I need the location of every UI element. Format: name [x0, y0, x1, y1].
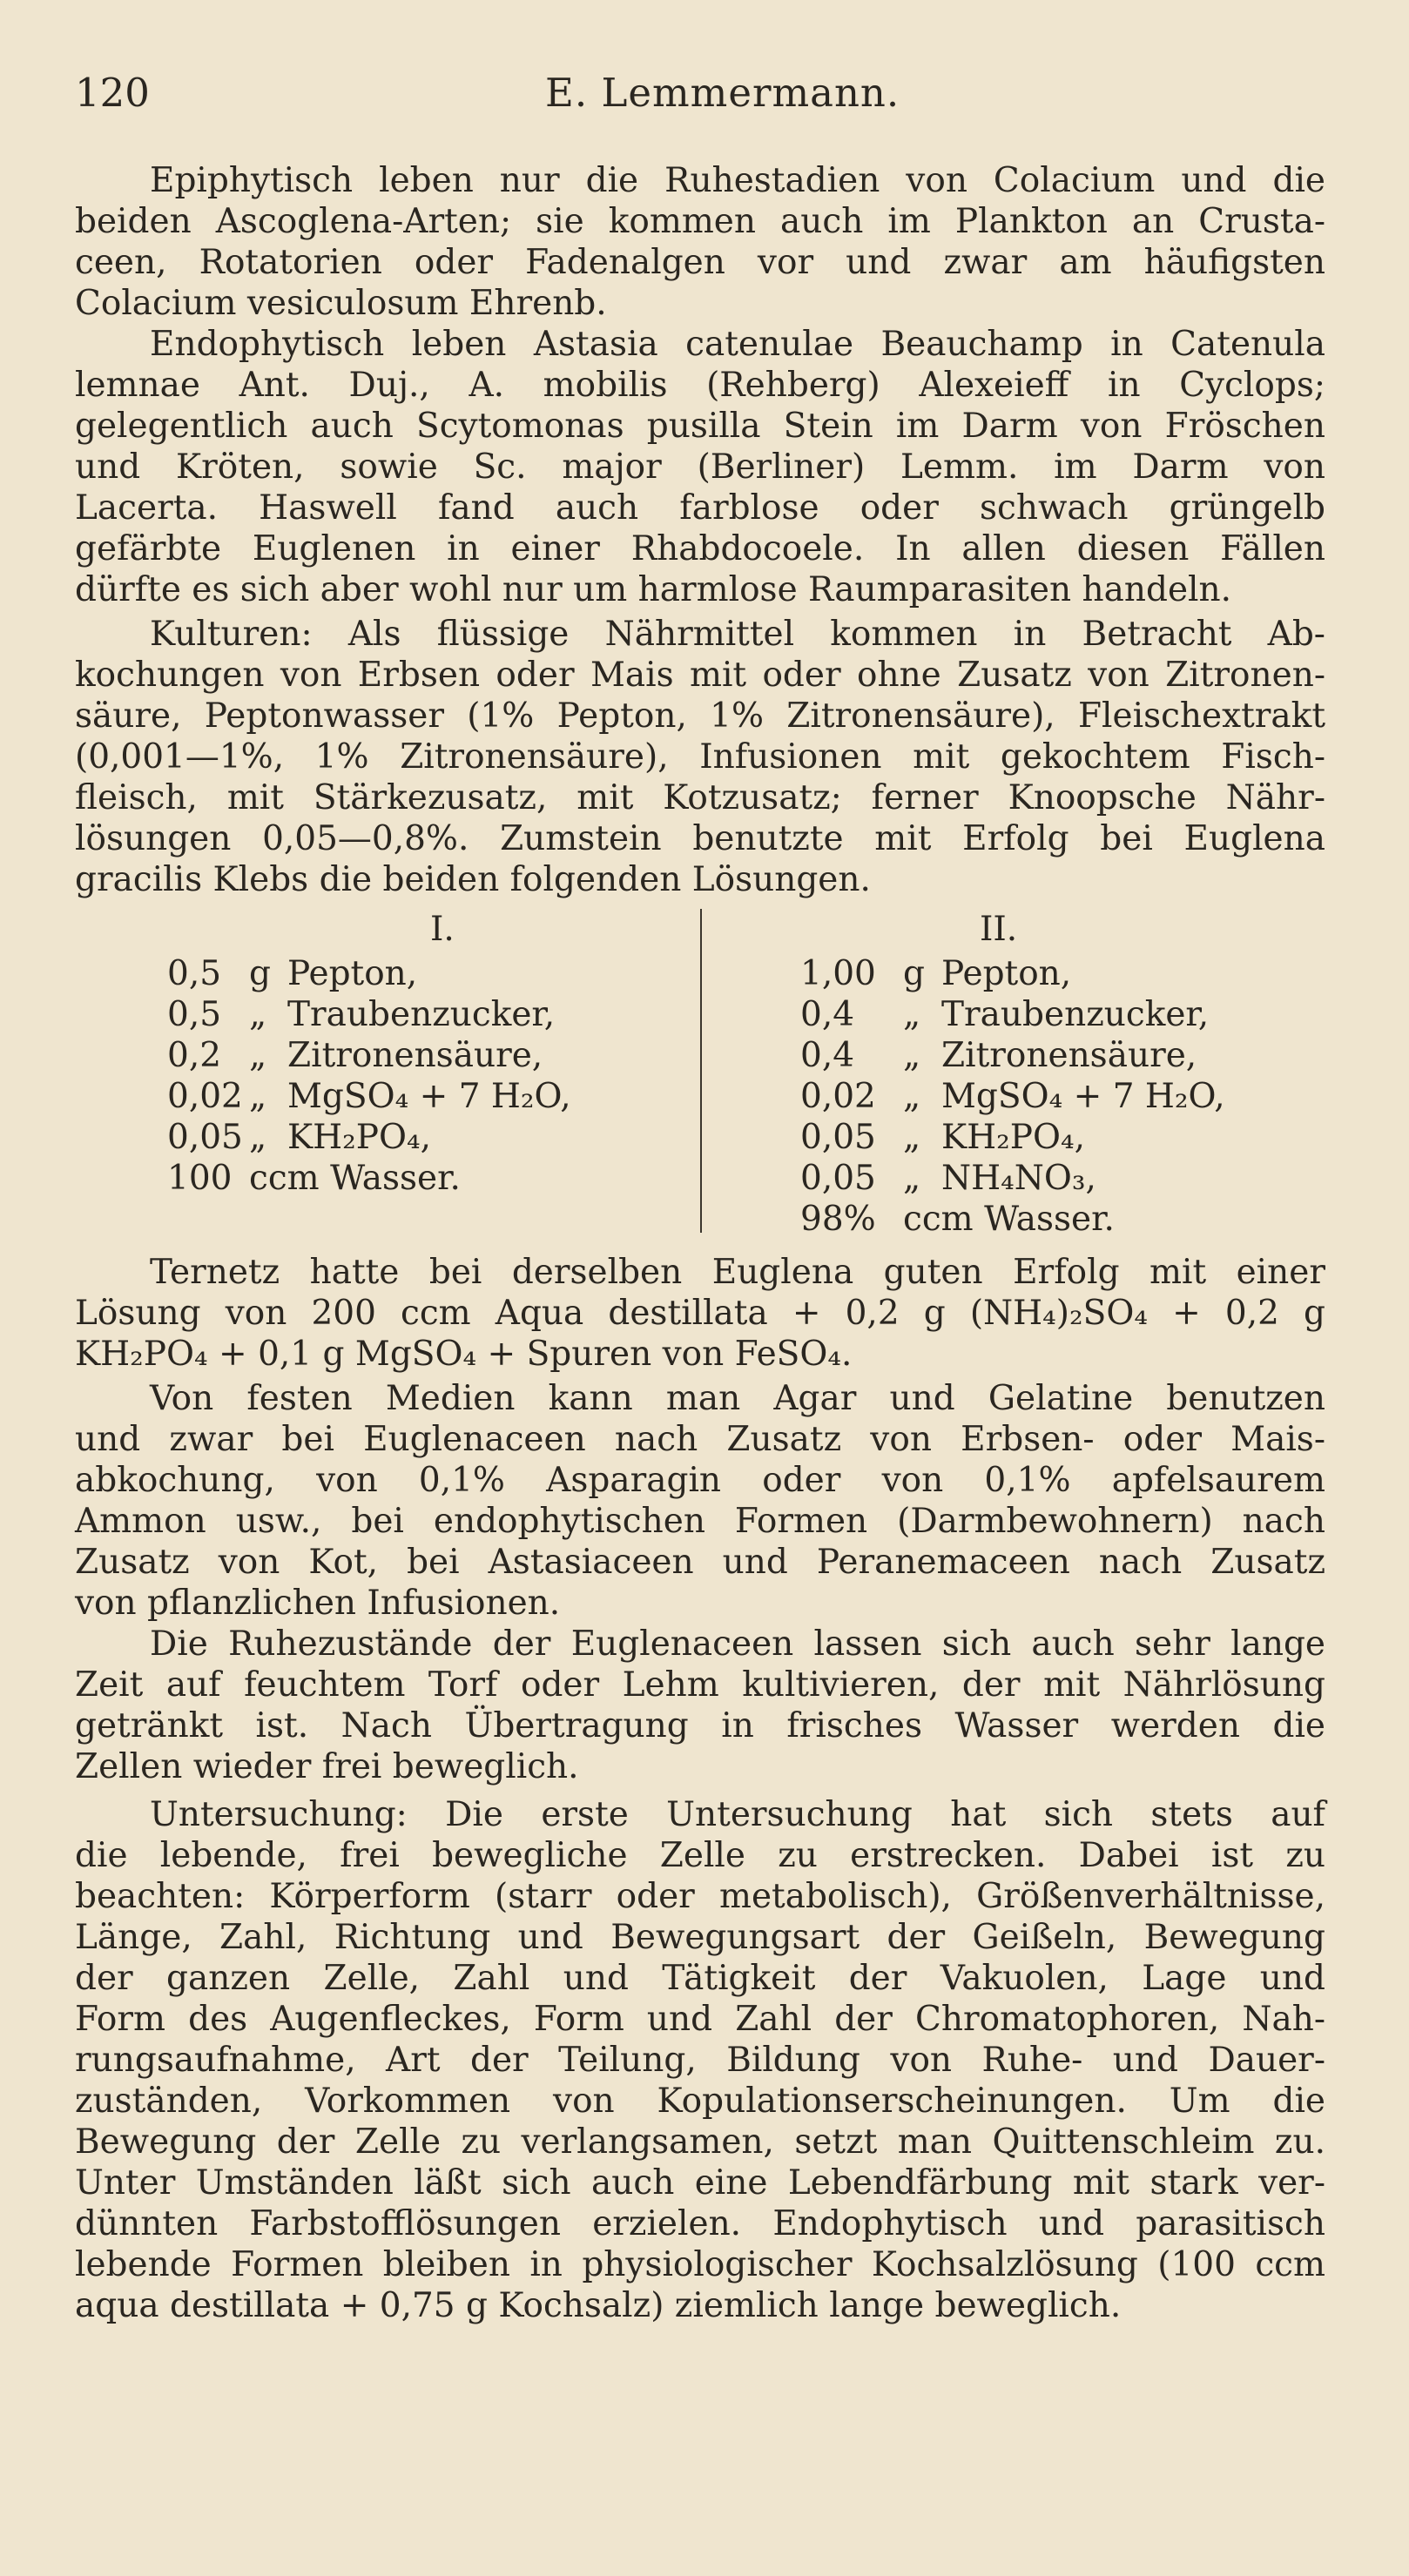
text-line: beachten: Körperform (starr oder metabolisch), Größenverhältnisse,: [75, 1877, 1325, 1916]
table-row: [167, 1076, 688, 1117]
text-line: säure, Peptonwasser (1% Pepton, 1% Zitronensäure), Fleischextrakt: [75, 696, 1325, 736]
ingredient: KH₂PO₄,: [287, 1118, 432, 1157]
ingredient: Pepton,: [941, 954, 1072, 993]
ingredient: ccm Wasser.: [249, 1159, 461, 1198]
unit: „: [903, 1159, 921, 1198]
text-line: lösungen 0,05—0,8%. Zumstein benutzte mit Erfolg bei Euglena: [75, 819, 1325, 858]
unit: „: [249, 995, 267, 1034]
text-line: Lacerta. Haswell fand auch farblose oder schwach grüngelb: [75, 488, 1325, 528]
table-row: [800, 1076, 1225, 1117]
text-line: Lösung von 200 ccm Aqua destillata + 0,2 g (NH₄)₂SO₄ + 0,2 g: [75, 1294, 1325, 1333]
text-line: gracilis Klebs die beiden folgenden Lösungen.: [75, 860, 871, 899]
unit: „: [249, 1118, 267, 1157]
quantity: 0,02: [167, 1077, 243, 1116]
text-line: zuständen, Vorkommen von Kopulationserscheinungen. Um die: [75, 2082, 1325, 2121]
text-line: dürfte es sich aber wohl nur um harmlose Raumparasiten handeln.: [75, 570, 1232, 609]
text-line: und zwar bei Euglenaceen nach Zusatz von Erbsen- oder Mais-: [75, 1420, 1325, 1459]
text-line: lemnae Ant. Duj., A. mobilis (Rehberg) Alexeieff in Cyclops;: [75, 366, 1325, 405]
text-line: abkochung, von 0,1% Asparagin oder von 0,1% apfelsaurem: [75, 1461, 1325, 1500]
quantity: 0,4: [800, 995, 855, 1034]
quantity: 0,02: [800, 1077, 876, 1116]
text-line: aqua destillata + 0,75 g Kochsalz) ziemlich lange beweglich.: [75, 2286, 1122, 2325]
quantity: 98%: [800, 1200, 876, 1239]
paragraph-epiphytisch: [75, 160, 1325, 324]
paragraph-untersuchung: [75, 1794, 1325, 2326]
text-line: Unter Umständen läßt sich auch eine Lebendfärbung mit stark ver-: [75, 2163, 1325, 2203]
text-line: und Kröten, sowie Sc. major (Berliner) Lemm. im Darm von: [75, 447, 1325, 487]
text-line: Untersuchung: Die erste Untersuchung hat sich stets auf: [150, 1795, 1325, 1834]
quantity: 1,00: [800, 954, 876, 993]
paragraph-ruhezustaende: [75, 1624, 1325, 1787]
page-number: 120: [75, 70, 150, 116]
ingredient: NH₄NO₃,: [941, 1159, 1096, 1198]
text-line: gelegentlich auch Scytomonas pusilla Stein im Darm von Fröschen: [75, 407, 1325, 446]
ingredient: Pepton,: [287, 954, 418, 993]
body-text: [75, 160, 1325, 2326]
table-row: [167, 994, 688, 1035]
quantity: 0,05: [167, 1118, 243, 1157]
text-line: lebende Formen bleiben in physiologischer Kochsalzlösung (100 ccm: [75, 2245, 1325, 2284]
column-divider: [700, 909, 702, 1233]
unit: „: [903, 1118, 921, 1157]
text-line: Länge, Zahl, Richtung und Bewegungsart der Geißeln, Bewegung: [75, 1918, 1325, 1957]
table-row: [167, 1158, 688, 1199]
text-line: der ganzen Zelle, Zahl und Tätigkeit der Vakuolen, Lage und: [75, 1959, 1325, 1998]
running-head: E. Lemmermann.: [545, 70, 900, 116]
unit: „: [249, 1036, 267, 1075]
unit: „: [903, 1077, 921, 1116]
quantity: 0,4: [800, 1036, 855, 1075]
solution-table: [75, 909, 1325, 1240]
ingredient: Zitronensäure,: [287, 1036, 543, 1075]
paragraph-ternetz: [75, 1252, 1325, 1375]
quantity: 0,5: [167, 995, 222, 1034]
ingredient: MgSO₄ + 7 H₂O,: [287, 1077, 571, 1116]
text-line: Epiphytisch leben nur die Ruhestadien von Colacium und die: [150, 161, 1325, 200]
table-row: [800, 1199, 1225, 1240]
table-row: [800, 1035, 1225, 1076]
unit: „: [903, 995, 921, 1034]
text-line: kochungen von Erbsen oder Mais mit oder ohne Zusatz von Zitronen-: [75, 656, 1325, 695]
ingredient: KH₂PO₄,: [941, 1118, 1086, 1157]
paragraph-kulturen: [75, 614, 1325, 900]
ingredient: Traubenzucker,: [287, 995, 556, 1034]
table-row: [800, 1158, 1225, 1199]
unit: „: [903, 1036, 921, 1075]
paragraph-endophytisch: [75, 324, 1325, 610]
text-line: fleisch, mit Stärkezusatz, mit Kotzusatz; ferner Knoopsche Nähr-: [75, 778, 1325, 817]
text-line: rungsaufnahme, Art der Teilung, Bildung von Ruhe- und Dauer-: [75, 2041, 1325, 2080]
text-line: die lebende, frei bewegliche Zelle zu erstrecken. Dabei ist zu: [75, 1836, 1325, 1875]
ingredient: Zitronensäure,: [941, 1036, 1197, 1075]
text-line: Endophytisch leben Astasia catenulae Beauchamp in Catenula: [150, 325, 1325, 364]
text-line: Form des Augenfleckes, Form und Zahl der Chromatophoren, Nah-: [75, 2000, 1325, 2039]
table-row: [800, 994, 1225, 1035]
solution-column-1: [75, 909, 688, 1240]
text-line: Die Ruhezustände der Euglenaceen lassen sich auch sehr lange: [150, 1624, 1325, 1664]
text-line: (0,001—1%, 1% Zitronensäure), Infusionen mit gekochtem Fisch-: [75, 737, 1325, 777]
paragraph-feste-medien: [75, 1378, 1325, 1624]
quantity: 0,5: [167, 954, 222, 993]
ingredient: Traubenzucker,: [941, 995, 1210, 1034]
text-line: Zusatz von Kot, bei Astasiaceen und Peranemaceen nach Zusatz: [75, 1543, 1325, 1582]
table-row: [800, 953, 1225, 994]
unit: g: [903, 954, 925, 993]
text-line: Zellen wieder frei beweglich.: [75, 1747, 579, 1786]
quantity: 0,05: [800, 1159, 876, 1198]
quantity: 0,05: [800, 1118, 876, 1157]
column-heading: I.: [430, 910, 455, 949]
text-line: Zeit auf feuchtem Torf oder Lehm kultivieren, der mit Nährlösung: [75, 1665, 1325, 1705]
text-line: Kulturen: Als flüssige Nährmittel kommen in Betracht Ab-: [150, 615, 1325, 654]
text-line: dünnten Farbstofflösungen erzielen. Endophytisch und parasitisch: [75, 2204, 1325, 2243]
table-row: [167, 1117, 688, 1158]
quantity: 100: [167, 1159, 233, 1198]
text-line: Ammon usw., bei endophytischen Formen (Darmbewohnern) nach: [75, 1502, 1325, 1541]
page-header: [75, 70, 1325, 131]
table-row: [167, 953, 688, 994]
unit: g: [249, 954, 271, 993]
text-line: ceen, Rotatorien oder Fadenalgen vor und zwar am häufigsten: [75, 243, 1325, 282]
table-row: [800, 1117, 1225, 1158]
text-line: Von festen Medien kann man Agar und Gelatine benutzen: [150, 1379, 1325, 1418]
text-line: von pflanzlichen Infusionen.: [75, 1584, 561, 1623]
solution-column-2: [688, 909, 1225, 1240]
text-line: beiden Ascoglena-Arten; sie kommen auch im Plankton an Crusta-: [75, 202, 1325, 241]
column-heading: II.: [980, 910, 1018, 949]
table-row: [167, 1035, 688, 1076]
text-line: gefärbte Euglenen in einer Rhabdocoele. In allen diesen Fällen: [75, 529, 1325, 568]
ingredient: ccm Wasser.: [903, 1200, 1115, 1239]
text-line: Ternetz hatte bei derselben Euglena guten Erfolg mit einer: [150, 1253, 1325, 1292]
unit: „: [249, 1077, 267, 1116]
text-line: getränkt ist. Nach Übertragung in frisches Wasser werden die: [75, 1706, 1325, 1745]
ingredient: MgSO₄ + 7 H₂O,: [941, 1077, 1225, 1116]
text-line: Bewegung der Zelle zu verlangsamen, setzt man Quittenschleim zu.: [75, 2122, 1325, 2162]
text-line: KH₂PO₄ + 0,1 g MgSO₄ + Spuren von FeSO₄.: [75, 1335, 853, 1374]
text-line: Colacium vesiculosum Ehrenb.: [75, 284, 607, 323]
quantity: 0,2: [167, 1036, 222, 1075]
